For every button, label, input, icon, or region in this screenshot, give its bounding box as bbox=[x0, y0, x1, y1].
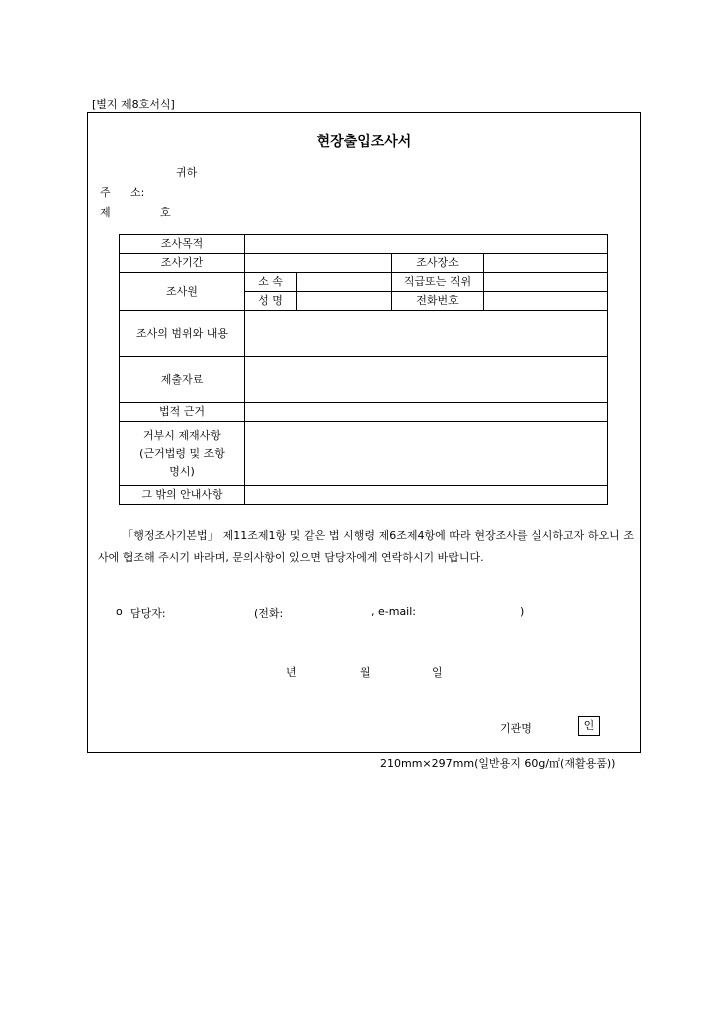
title-number-line bbox=[100, 204, 171, 220]
address-line bbox=[100, 184, 144, 200]
recipient-line bbox=[176, 164, 197, 180]
sanction-label-line: 명시) bbox=[169, 464, 195, 478]
recipient-suffix: 귀하 bbox=[176, 166, 198, 179]
table-row bbox=[120, 403, 608, 422]
email-label: , e-mail: bbox=[371, 605, 417, 618]
purpose-label: 조사목적 bbox=[120, 235, 245, 254]
affiliation-value[interactable] bbox=[297, 273, 392, 292]
notice-paragraph bbox=[98, 525, 634, 569]
table-row bbox=[120, 254, 608, 273]
place-value[interactable] bbox=[484, 254, 608, 273]
table-row bbox=[120, 273, 608, 292]
legal-basis-value[interactable] bbox=[245, 403, 608, 422]
scope-value[interactable] bbox=[245, 311, 608, 357]
name-value[interactable] bbox=[297, 292, 392, 311]
purpose-value[interactable] bbox=[245, 235, 608, 254]
table-row bbox=[120, 486, 608, 505]
seal-box: 인 bbox=[578, 716, 600, 736]
sanction-label-line: (근거법령 및 조항 bbox=[139, 446, 225, 460]
place-label: 조사장소 bbox=[392, 254, 484, 273]
name-label: 성 명 bbox=[245, 292, 297, 311]
agency-name-label: 기관명 bbox=[500, 722, 532, 735]
table-row bbox=[120, 311, 608, 357]
scope-label: 조사의 범위와 내용 bbox=[120, 311, 245, 357]
address-label-b: 소: bbox=[130, 186, 145, 199]
day-label: 일 bbox=[432, 666, 443, 679]
contact-close: ) bbox=[520, 605, 525, 618]
phone-label: 전화번호 bbox=[392, 292, 484, 311]
phone-value[interactable] bbox=[484, 292, 608, 311]
bullet-icon: o bbox=[116, 605, 123, 618]
title-number-label-a: 제 bbox=[100, 206, 111, 219]
rank-value[interactable] bbox=[484, 273, 608, 292]
affiliation-label: 소 속 bbox=[245, 273, 297, 292]
month-label: 월 bbox=[360, 666, 371, 679]
sanction-label bbox=[120, 422, 245, 486]
materials-label: 제출자료 bbox=[120, 357, 245, 403]
year-label: 년 bbox=[286, 666, 297, 679]
table-row bbox=[120, 422, 608, 486]
table-row bbox=[120, 357, 608, 403]
address-label-a: 주 bbox=[100, 186, 111, 199]
other-label: 그 밖의 안내사항 bbox=[120, 486, 245, 505]
legal-basis-label: 법적 근거 bbox=[120, 403, 245, 422]
sanction-label-line: 거부시 제재사항 bbox=[143, 428, 221, 442]
form-title: 현장출입조사서 bbox=[316, 134, 412, 150]
paper-spec: 210mm×297mm(일반용지 60g/㎡(재활용품)) bbox=[380, 757, 616, 770]
contact-line bbox=[116, 605, 525, 696]
materials-value[interactable] bbox=[245, 357, 608, 403]
sanction-value[interactable] bbox=[245, 422, 608, 486]
form-number-label: [별지 제8호서식] bbox=[92, 98, 175, 111]
investigator-label: 조사원 bbox=[120, 273, 245, 311]
period-value[interactable] bbox=[245, 254, 392, 273]
survey-table bbox=[119, 234, 608, 505]
manager-label: 담당자: bbox=[130, 607, 166, 620]
period-label: 조사기간 bbox=[120, 254, 245, 273]
form-frame bbox=[87, 112, 641, 753]
other-value[interactable] bbox=[245, 486, 608, 505]
table-row bbox=[120, 235, 608, 254]
title-number-label-b: 호 bbox=[160, 206, 171, 219]
rank-label: 직급또는 직위 bbox=[392, 273, 484, 292]
phone-contact-label: (전화: bbox=[254, 607, 284, 620]
notice-text: 「행정조사기본법」 제11조제1항 및 같은 법 시행령 제6조제4항에 따라 현장조사를 실시하고자 하오니 조사에 협조해 주시기 바라며, 문의사항이 있으면 담당자에게 연락하시기 바랍니다. bbox=[98, 529, 634, 564]
